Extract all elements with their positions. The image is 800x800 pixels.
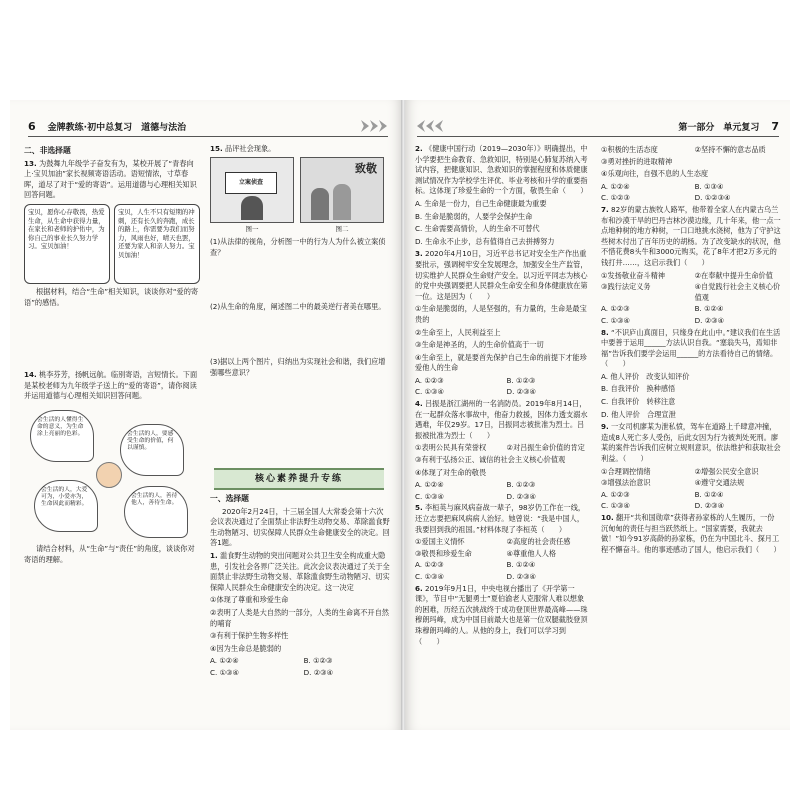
choice-d: D. ②③④	[506, 491, 536, 501]
heart-card: 会生活的人，大爱可为，小爱亦为，生命因此而精彩。	[34, 480, 98, 532]
q3-statement: ②生命至上，人民利益至上	[415, 327, 501, 337]
choice-d: D. ②③④	[506, 571, 536, 581]
q15-figures	[210, 157, 390, 235]
section-ribbon: 核心素养提升专练	[214, 468, 384, 490]
choice-a: A. ①②④	[210, 656, 239, 666]
figure-2	[300, 157, 384, 235]
sign-board: 立案侦查	[225, 172, 277, 194]
q4-statement: ④体现了对生命的敬畏	[415, 467, 487, 477]
chevron-icon	[435, 120, 443, 132]
left-page-column-2	[210, 144, 390, 410]
q2-option: B. 生命是脆弱的，人要学会保护生命	[415, 211, 533, 221]
person-silhouette-icon	[241, 196, 263, 220]
q5-choices	[415, 560, 591, 571]
section-heading: 二、非选择题	[24, 146, 71, 155]
question-4: 4. 吕振是浙江湖州的一名消防员。2019年8月14日，在一起群众落水事故中，他奋力救援，因体力透支溺水遇难，年仅29岁。17日，吕振同志被批准为烈士。吕振被批准为烈士（ ）	[415, 399, 588, 440]
speech-bubble: 宝贝，愿你心存敬畏，热爱生命，从生命中获得力量，在家长和老师的护佑中，为你自己的事业长久努力学习。宝贝加油！	[24, 204, 110, 284]
q4-choices	[415, 492, 591, 503]
choice-a: A. ①②③	[415, 560, 444, 570]
question-8: 8. “不识庐山真面目，只缘身在此山中。”建议我们在生活中要善于运用______方法认识自我。“塞翁失马，焉知非福”告诉我们要学会运用______的方法看待自己的情绪。（ ）	[601, 327, 781, 369]
chevron-icon	[379, 120, 387, 132]
right-page-column-1	[415, 144, 591, 649]
left-page-header	[28, 118, 388, 134]
q6-choices	[601, 182, 781, 193]
right-page	[405, 100, 790, 730]
choice-c: C. ①③④	[210, 667, 239, 677]
q2-option: A. 生命是一份力，自己生命健康最为重要	[415, 198, 547, 208]
figure-1	[210, 157, 294, 235]
q3-statement: ④生命至上，就是要首先保护自己生命的前提下才能珍爱他人的生命	[415, 352, 587, 373]
choice-a: A. ①②③	[601, 489, 630, 499]
choice-d: D. ②③④	[694, 315, 725, 325]
question-9: 9. 一女司机廖某为泄私愤，驾车在道路上千肆意冲撞，造成8人死亡多人受伤，后此女因为行为被判处死刑。廖某的案件告诉我们应树立规则意识，依法维护和获取社会利益。（ ）	[601, 422, 781, 464]
question-3: 3. 2020年4月10日，习近平总书记对安全生产作出重要批示，强调树牢安全发展理念，加强安全生产监管，切实维护人民群众生命财产安全。以习近平同志为核心的党中央强调要把人民群众生命安全和身体健康放在第一位。这是因为（ ）	[415, 249, 588, 301]
q8-option: D. 他人评价 合理宣泄	[601, 409, 676, 419]
answer-space	[210, 380, 390, 410]
q4-choices	[415, 480, 591, 491]
choice-c: C. ①③④	[601, 315, 630, 325]
q4-statement: ③有利于弘扬公正、诚信的社会主义核心价值观	[415, 455, 566, 465]
q3-statement: ①生命是脆弱的，人是坚强的，有力量的，生命是最宝贵的	[415, 304, 587, 324]
q5-statements: ①爱国主义情怀 ②高度的社会责任感	[415, 537, 571, 547]
question-6-start: 6. 2019年9月1日，中央电视台播出了《开学第一课》，节目中“无腿勇士”夏伯渝老人克服常人难以想象的困难，历经五次挑战终于成功登顶世界最高峰——珠穆朗玛峰，成为中国目前最大也是第一位双腿截肢登顶珠穆朗玛峰的人。从他的身上，我们可以学习到（ ）	[415, 583, 588, 646]
textbook-spread	[10, 100, 790, 730]
chevron-icon	[417, 120, 425, 132]
choice-a: A. ①②③	[601, 304, 630, 314]
choice-c: C. ①③④	[415, 571, 444, 581]
person-silhouette-icon	[311, 188, 329, 220]
q7-statements: ①发扬敬业奋斗精神 ②在奉献中提升生命价值	[601, 270, 773, 280]
header-rule	[28, 136, 388, 137]
mc-intro: 2020年2月24日，十三届全国人大常委会第十六次会议表决通过了全面禁止非法野生动物交易、革除滥食野生动物陋习、切实保障人民群众生命健康安全的决定。回答1题。	[210, 506, 390, 548]
left-page	[10, 100, 402, 730]
choice-b: B. ①②③	[506, 480, 536, 490]
right-page-header	[417, 118, 779, 134]
choice-c: C. ①③④	[601, 501, 630, 511]
page-number: 6	[28, 119, 36, 133]
q9-choices	[601, 501, 781, 512]
question-5: 5. 李桓英与麻风病奋战一辈子，98岁仍工作在一线，还立志要把麻风病病人治好。她曾说：“我是中国人，我要回到我的祖国。”材料体现了李桓英（ ）	[415, 503, 586, 534]
q14-prompt: 请结合材料，从“生命”与“责任”的角度，谈谈你对寄语的理解。	[24, 543, 195, 564]
chevron-icon	[361, 120, 369, 132]
chevron-icon	[426, 120, 434, 132]
q15-sub1: (1)从法律的视角，分析图一中的行为人为什么被立案侦查？	[210, 237, 386, 257]
choice-b: B. ①②④	[506, 560, 536, 570]
chevron-icon	[370, 120, 378, 132]
q14-hearts	[24, 404, 200, 544]
q5-statements: ③敬畏和珍爱生命 ④尊重他人人格	[415, 548, 557, 558]
q1-statement: ①体现了尊重和珍爱生命	[210, 595, 289, 605]
speech-bubble: 宝贝，人生不只有短期的冲刺，还有长久的奔跑，成长的路上，你需要为我们而努力，风雨也好，晴天也罢，还要为家人和亲人努力。宝贝加油！	[114, 204, 200, 284]
choice-b: B. ①②④	[694, 489, 724, 499]
choice-a: A. ①②④	[601, 181, 630, 191]
q5-choices	[415, 572, 591, 583]
q6-choices	[601, 193, 781, 204]
heart-card: 会生活的人，善待他人，善待生命。	[124, 486, 188, 538]
q8-option: B. 自我评价 换种感悟	[601, 384, 676, 394]
q6-statements: ①积极的生活态度 ②坚持不懈的意志品质	[601, 145, 766, 154]
choice-c: C. ①③④	[415, 491, 444, 501]
choice-b: B. ①②③	[506, 375, 536, 385]
q13-prompt: 根据材料，结合“生命”相关知识，谈谈你对“爱的寄语”的感悟。	[24, 286, 199, 307]
q1-choices	[210, 668, 390, 679]
q7-choices	[601, 304, 781, 315]
figure-2-image	[300, 157, 384, 223]
q8-option: A. 他人评价 改变认知评价	[601, 371, 690, 381]
answer-space	[210, 260, 390, 302]
q9-choices	[601, 490, 781, 501]
figure-1-image	[210, 157, 294, 223]
left-page-mc	[210, 492, 390, 680]
answer-space	[24, 310, 200, 370]
mc-heading: 一、选择题	[210, 494, 249, 503]
choice-d: D. ②③④	[694, 501, 725, 511]
question-2: 2. 《健康中国行动（2019—2030年）》明确提出，中小学要把生命教育、急救知识，特别是心肺复苏纳入考试内容，把健康知识、急救知识的掌握程度和体质健康测试情况作为学校学生评优、毕业考核和升学的重要指标。这体现了珍爱生命的一个方面，敬畏生命（ ）	[415, 144, 588, 196]
choice-c: C. ①③④	[415, 387, 444, 397]
q3-statement: ③生命是神圣的，人的生命价值高于一切	[415, 340, 544, 350]
cartoon-face-icon	[96, 462, 122, 488]
q2-option: C. 生命需要高情价，人的生命不可替代	[415, 224, 540, 234]
heart-card: 会生活的人，要感受生命的价值，何以谨慎。	[120, 424, 184, 476]
left-page-column-1	[24, 144, 200, 567]
header-rule	[417, 136, 779, 137]
figure-caption: 图二	[335, 224, 349, 233]
question-10: 10. 翻开“共和国勋章”获得者孙家栋的人生履历，一份沉甸甸的责任与担当跃然纸上。“国家需要，我就去做！”如今91岁高龄的孙家栋，仍在为中国北斗、探月工程不懈奋斗。他的事迹感动了国人，他启示我们（ ）	[601, 513, 781, 554]
page-number: 7	[771, 119, 779, 133]
q13-bubbles	[24, 204, 200, 284]
choice-a: A. ①②④	[415, 480, 444, 490]
choice-d: D. ②③④	[506, 387, 536, 397]
q9-statements: ①合理调控情绪 ②增强公民安全意识	[601, 466, 759, 476]
choice-a: A. ①②③	[415, 375, 444, 385]
q7-choices	[601, 316, 781, 327]
q1-statement: ③有利于保护生物多样性	[210, 631, 289, 641]
choice-d: D. ①②③④	[694, 193, 731, 203]
tribute-lettering: 致敬	[355, 161, 377, 175]
q8-option: C. 自我评价 转移注意	[601, 397, 676, 407]
question-7: 7. 82岁的蒙古族牧人路军，他带着全家人在内蒙古乌兰布和沙漠干旱的巴丹吉林沙漠边缘，几十年来，他一点一点地种树的地方种树，一口口地挑水浇树，他为了守护这些树木付出了百年历史的胡杨。为了改变缺水的状况，他不惜花费8头牛和3000元购买，花了8年才把2万多元的钱打井……，这启示我们（ ）	[601, 204, 781, 267]
q3-choices	[415, 376, 591, 387]
q6-statement: ③勇对挫折的进取精神	[601, 156, 673, 166]
question-13: 13. 为鼓舞九年级学子奋发有为，某校开展了“青春向上·宝贝加油”家长视频寄语活动。语短情浓，寸草春晖，道尽了对于“爱的寄语”。运用道德与心理相关知识回答问题。	[24, 158, 197, 200]
choice-c: C. ①②③	[601, 193, 630, 203]
question-15: 15. 品评社会现象。	[210, 144, 276, 153]
header-title: 金牌教练·初中总复习 道德与法治	[47, 122, 187, 133]
q1-statement: ②表明了人类是大自然的一部分，人类的生命离不开自然的哺育	[210, 607, 389, 628]
header-title: 第一部分 单元复习	[678, 122, 760, 133]
choice-b: B. ①③④	[694, 181, 724, 191]
answer-space	[210, 315, 390, 357]
question-1: 1. 滥食野生动物的突出问题对公共卫生安全构成重大隐患，引发社会各界广泛关注。此次会议表决通过了关于全面禁止非法野生动物交易、革除滥食野生动物陋习、切实保障人民群众生命健康安全的决定。这一决定	[210, 550, 390, 592]
person-silhouette-icon	[333, 184, 351, 220]
q15-sub3: (3)据以上两个图片，归纳出为实现社会和谐，我们应增强哪些意识？	[210, 356, 386, 377]
q4-statements: ①表明公民具有荣誉权 ②对吕振生命价值的肯定	[415, 443, 585, 453]
question-14: 14. 桃李芬芳，扬帆远航。临别寄语，言短情长。下面是某校老师为九年级学子送上的“爱的寄语”，请你阅读并运用道德与心理相关知识回答问题。	[24, 370, 198, 401]
q7-statements: ③践行法定义务 ④自觉践行社会主义核心价值观	[601, 282, 781, 302]
q3-choices	[415, 387, 591, 398]
choice-b: B. ①②③	[303, 656, 333, 666]
q15-sub2: (2)从生命的角度，阐述图二中的最美逆行者美在哪里。	[210, 302, 386, 312]
q6-statement: ④乐观向往，自强不息的人生态度	[601, 169, 709, 179]
q1-choices	[210, 656, 390, 667]
right-page-column-2	[601, 144, 781, 557]
q1-statement: ④因为生命总是脆弱的	[210, 643, 282, 653]
q2-option: D. 生命永不止步，总有值得自己去拼搏努力	[415, 236, 555, 246]
choice-b: B. ①②④	[694, 304, 724, 314]
heart-card: 会生活的人懂得生命的意义，为生命涂上亮丽的色彩。	[30, 410, 94, 462]
choice-d: D. ②③④	[303, 667, 334, 677]
q9-statements: ③增强法治意识 ④遵守交通法规	[601, 478, 745, 488]
figure-caption: 图一	[245, 224, 259, 233]
